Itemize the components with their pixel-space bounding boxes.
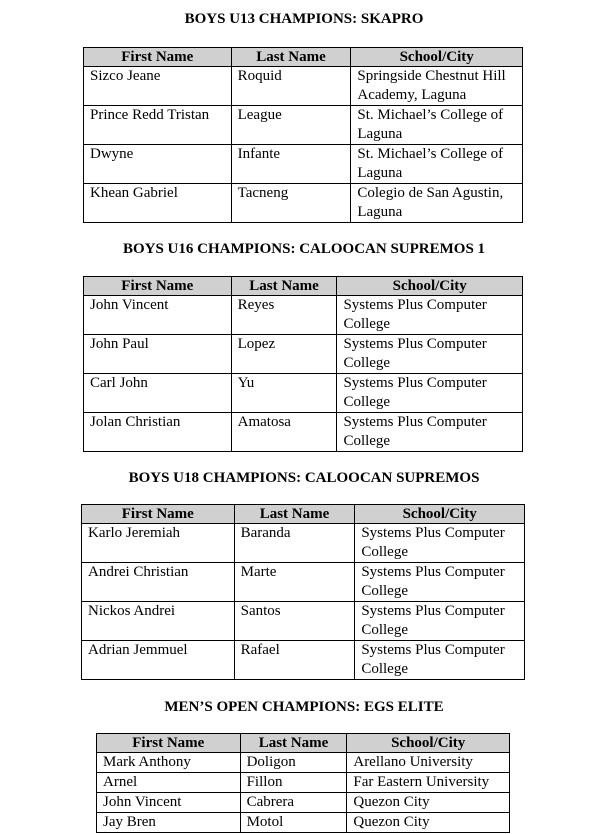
header-last-name: Last Name: [240, 734, 347, 753]
school-city-cell: Systems Plus Computer College: [337, 296, 523, 335]
school-city-cell: Colegio de San Agustin, Laguna: [351, 184, 523, 223]
header-school-city: School/City: [347, 734, 510, 753]
last-name-cell: Yu: [231, 374, 337, 413]
school-city-cell: Systems Plus Computer College: [337, 374, 523, 413]
table-row: [97, 813, 510, 833]
first-name-cell: Dwyne: [84, 145, 232, 184]
first-name-cell: Sizco Jeane: [84, 67, 232, 106]
school-city-cell: Systems Plus Computer College: [355, 641, 525, 680]
last-name-cell: Motol: [240, 813, 347, 833]
school-city-cell: Systems Plus Computer College: [355, 602, 525, 641]
header-first-name: First Name: [82, 505, 235, 524]
header-first-name: First Name: [84, 48, 232, 67]
section-title: MEN’S OPEN CHAMPIONS: EGS ELITE: [164, 699, 444, 715]
table-row: [84, 67, 523, 106]
table-header-row: [97, 734, 510, 753]
last-name-cell: Fillon: [240, 773, 347, 793]
roster-table: [81, 504, 525, 680]
table-row: [84, 413, 523, 452]
header-last-name: Last Name: [234, 505, 355, 524]
first-name-cell: Karlo Jeremiah: [82, 524, 235, 563]
roster-table: [83, 47, 523, 223]
last-name-cell: Marte: [234, 563, 355, 602]
school-city-cell: St. Michael’s College of Laguna: [351, 145, 523, 184]
last-name-cell: League: [231, 106, 351, 145]
first-name-cell: Arnel: [97, 773, 241, 793]
last-name-cell: Cabrera: [240, 793, 347, 813]
roster-table: [83, 276, 523, 452]
school-city-cell: Quezon City: [347, 793, 510, 813]
last-name-cell: Amatosa: [231, 413, 337, 452]
school-city-cell: Systems Plus Computer College: [337, 335, 523, 374]
table-row: [82, 563, 525, 602]
last-name-cell: Tacneng: [231, 184, 351, 223]
table-row: [97, 773, 510, 793]
first-name-cell: Carl John: [84, 374, 232, 413]
last-name-cell: Doligon: [240, 753, 347, 773]
school-city-cell: Arellano University: [347, 753, 510, 773]
school-city-cell: Systems Plus Computer College: [355, 524, 525, 563]
table-row: [82, 602, 525, 641]
school-city-cell: Systems Plus Computer College: [337, 413, 523, 452]
table-row: [97, 793, 510, 813]
last-name-cell: Lopez: [231, 335, 337, 374]
section-title: BOYS U18 CHAMPIONS: CALOOCAN SUPREMOS: [128, 470, 480, 486]
last-name-cell: Roquid: [231, 67, 351, 106]
last-name-cell: Santos: [234, 602, 355, 641]
last-name-cell: Rafael: [234, 641, 355, 680]
section-title: BOYS U13 CHAMPIONS: SKAPRO: [184, 11, 424, 27]
table-row: [84, 296, 523, 335]
first-name-cell: John Vincent: [84, 296, 232, 335]
header-last-name: Last Name: [231, 277, 337, 296]
first-name-cell: Nickos Andrei: [82, 602, 235, 641]
table-row: [84, 184, 523, 223]
table-row: [84, 374, 523, 413]
first-name-cell: John Vincent: [97, 793, 241, 813]
table-row: [84, 106, 523, 145]
table-header-row: [84, 277, 523, 296]
first-name-cell: Mark Anthony: [97, 753, 241, 773]
first-name-cell: Jolan Christian: [84, 413, 232, 452]
table-row: [97, 753, 510, 773]
roster-table: [96, 733, 510, 833]
school-city-cell: Springside Chestnut Hill Academy, Laguna: [351, 67, 523, 106]
table-row: [84, 145, 523, 184]
last-name-cell: Baranda: [234, 524, 355, 563]
first-name-cell: Adrian Jemmuel: [82, 641, 235, 680]
school-city-cell: Systems Plus Computer College: [355, 563, 525, 602]
school-city-cell: St. Michael’s College of Laguna: [351, 106, 523, 145]
header-first-name: First Name: [84, 277, 232, 296]
first-name-cell: Khean Gabriel: [84, 184, 232, 223]
school-city-cell: Quezon City: [347, 813, 510, 833]
first-name-cell: Jay Bren: [97, 813, 241, 833]
section-title: BOYS U16 CHAMPIONS: CALOOCAN SUPREMOS 1: [122, 241, 486, 257]
table-row: [82, 524, 525, 563]
header-last-name: Last Name: [231, 48, 351, 67]
header-school-city: School/City: [337, 277, 523, 296]
table-row: [84, 335, 523, 374]
header-school-city: School/City: [355, 505, 525, 524]
last-name-cell: Reyes: [231, 296, 337, 335]
header-school-city: School/City: [351, 48, 523, 67]
last-name-cell: Infante: [231, 145, 351, 184]
table-header-row: [84, 48, 523, 67]
first-name-cell: John Paul: [84, 335, 232, 374]
table-header-row: [82, 505, 525, 524]
first-name-cell: Prince Redd Tristan: [84, 106, 232, 145]
first-name-cell: Andrei Christian: [82, 563, 235, 602]
school-city-cell: Far Eastern University: [347, 773, 510, 793]
header-first-name: First Name: [97, 734, 241, 753]
table-row: [82, 641, 525, 680]
